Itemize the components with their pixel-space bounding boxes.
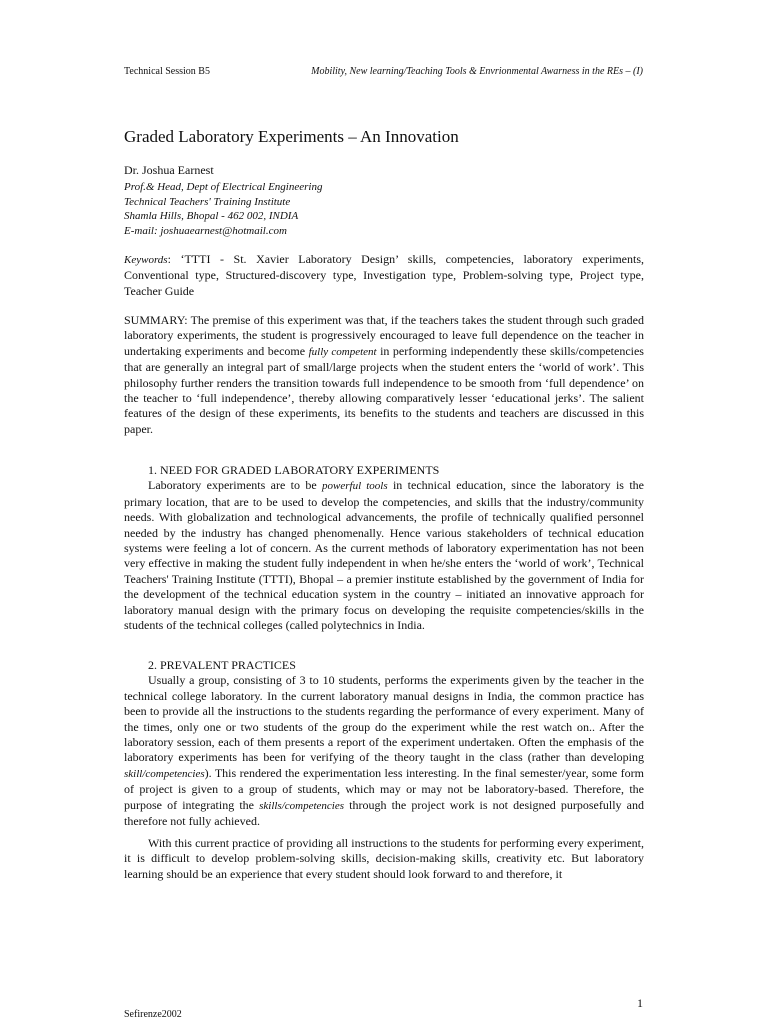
summary-text-2: in performing independently these skills/competencies that are generally an integral part of small/large projects when the student enters the ‘world of work’. This philosophy further renders the transition towards full independence to be smooth from ‘full dependence’ on the teacher to ‘full independence’, thereby allowing comparatively lesser ‘educational jerks’. The salient features of the design of these experiments, its benefits to the students and teachers are discussed in this paper. <box>124 343 644 436</box>
paragraph-current-practice <box>124 836 644 882</box>
running-header-left: Technical Session B5 <box>124 66 210 77</box>
section-need <box>124 463 644 633</box>
summary <box>124 313 644 437</box>
section2-text-2: ). This rendered the experimentation less interesting. In the final semester/year, some form of project is given to a group of students, which may or may not be laboratory-based. Therefore, the purpose of integrating the <box>124 765 644 812</box>
keywords-label: Keywords <box>124 254 168 266</box>
author-email[interactable] <box>124 224 322 239</box>
section-heading-prevalent: 2. PREVALENT PRACTICES <box>148 658 296 672</box>
footer-text: Sefirenze2002 <box>124 1009 182 1020</box>
page-number: 1 <box>637 996 643 1010</box>
running-header-right: Mobility, New learning/Teaching Tools & Envrionmental Awarness in the REs – (I) <box>311 66 643 77</box>
paper-title: Graded Laboratory Experiments – An Innovation <box>124 127 459 146</box>
author-name: Dr. Joshua Earnest <box>124 163 214 177</box>
section-prevalent <box>124 658 644 829</box>
section2-emphasis-2: skills/competencies <box>259 799 345 812</box>
author-address: Shamla Hills, Bhopal - 462 002, INDIA <box>124 210 299 223</box>
section2-emphasis-1: skill/competencies <box>124 767 205 780</box>
section2-text-1: Usually a group, consisting of 3 to 10 students, performs the experiments given by the teacher in the technical college laboratory. In the current laboratory manual designs in India, the common practice has been to provide all the instructions to the students regarding the performance of every experiment. Many of the times, only one or two students of the group do the experiment while the rest watch on.. After the laboratory session, each of them presents a report of the experiment undertaken. Often the emphasis of the laboratory experiments has been for verifying of the theory taught in the class (rather than developing <box>124 673 644 765</box>
keywords <box>124 252 644 299</box>
author-affiliation <box>124 180 322 238</box>
author-institute: Technical Teachers' Training Institute <box>124 195 291 208</box>
paragraph-3-text: With this current practice of providing all instructions to the students for performing every experiment, it is difficult to develop problem-solving skills, decision-making skills, creativity etc. But laboratory learning should be an experience that every student should look forward to and therefore, it <box>124 836 644 881</box>
section-heading-need: 1. NEED FOR GRADED LABORATORY EXPERIMENTS <box>148 463 440 477</box>
summary-emphasis: fully competent <box>308 345 377 358</box>
section1-text-1: Laboratory experiments are to be <box>148 478 323 493</box>
section2-text-3: through the project work is not designed purposefully and therefore not fully achieved. <box>124 797 644 829</box>
author-role: Prof.& Head, Dept of Electrical Engineering <box>124 181 323 193</box>
section1-emphasis: powerful tools <box>322 480 388 493</box>
section1-text-2: in technical education, since the laboratory is the primary location, that are to be used to develop the competencies, and skills that the industry/community needs. With globalization and technological advancements, the profile of technically qualified personnel needed by the industry has changed phenomenally. Hence various stakeholders of technical education systems were feeling a lot of concern. As the current methods of laboratory experimentation has not been very effective in making the student fully independent in when he/she enters the ‘world of work’, Technical Teachers' Training Institute (TTTI), Bhopal – a premier institute established by the government of India for the development of the technical education system in the country – initiated an innovative approach for laboratory manual design with the primary focus on developing the requisite competencies/skills in the students of the technical colleges (called polytechnics in India. <box>124 478 644 633</box>
keywords-text: : ‘TTTI - St. Xavier Laboratory Design’ skills, competencies, laboratory experiments, Conventional type, Structured-discovery type, Investigation type, Problem-solving type, Project type, Teacher Guide <box>124 252 644 298</box>
email-address: : joshuaearnest@hotmail.com <box>153 224 287 237</box>
email-label: E-mail <box>124 224 154 237</box>
summary-text-1: SUMMARY: The premise of this experiment was that, if the teachers takes the student through such graded laboratory experiments, the student is progressively encouraged to leave full dependence on the teacher in undertaking experiments and become <box>124 313 644 358</box>
